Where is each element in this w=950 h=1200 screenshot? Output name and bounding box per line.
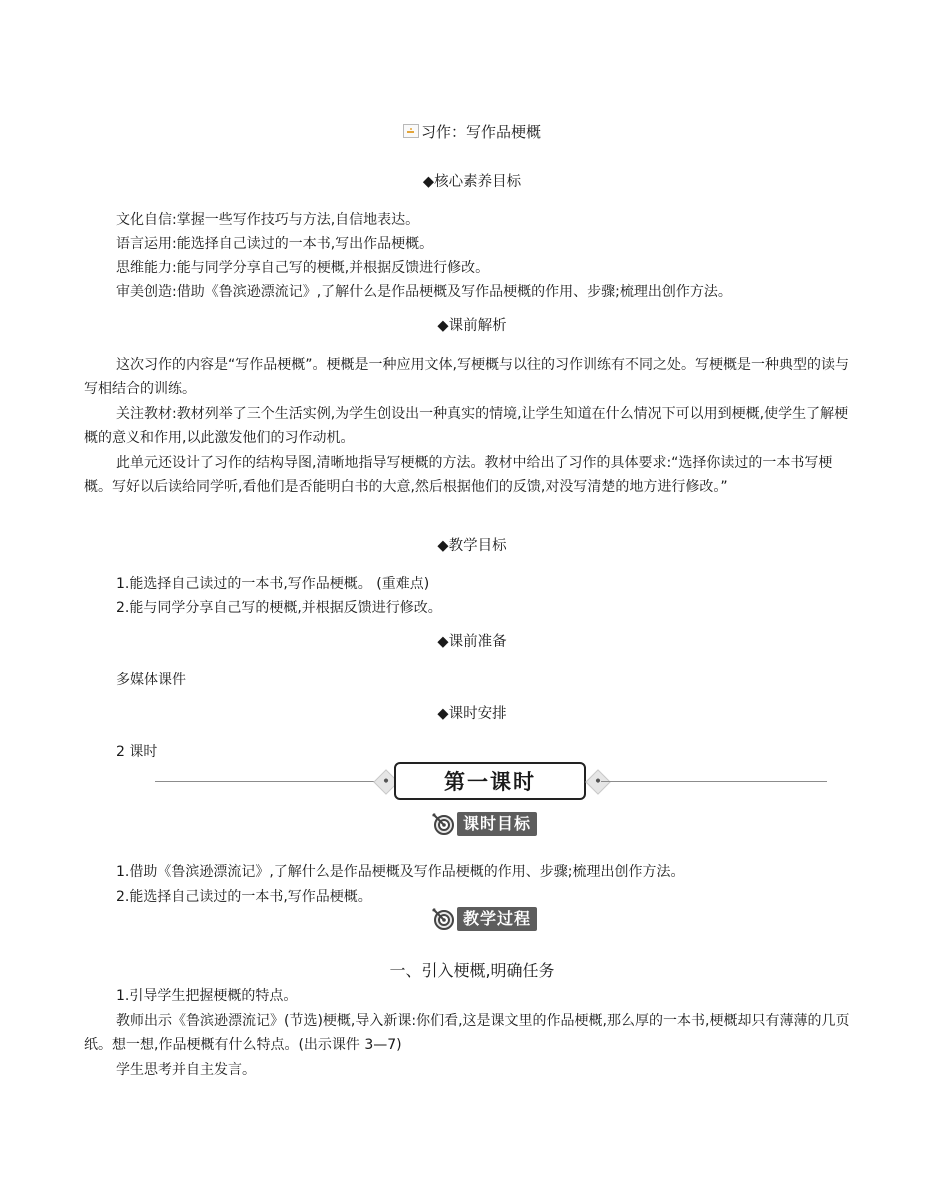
- target-icon: [431, 907, 455, 931]
- core-goal-item: 文化自信:掌握一些写作技巧与方法,自信地表达。: [116, 212, 420, 228]
- analysis-paragraph: 这次习作的内容是“写作品梗概”。梗概是一种应用文体,写梗概与以往的习作训练有不同之处。写梗概是一种典型的读与写相结合的训练。: [84, 357, 849, 397]
- doc-title: 习作：写作品梗概: [420, 123, 541, 141]
- teaching-process-badge: [431, 906, 537, 932]
- lesson-goal-item: 1.借助《鲁滨逊漂流记》,了解什么是作品梗概及写作品梗概的作用、步骤;梳理出创作方法。: [116, 864, 685, 880]
- target-icon: [431, 812, 455, 836]
- teaching-process-badge-label: 教学过程: [457, 907, 537, 931]
- divider-knob-right: [585, 769, 610, 794]
- core-goal-item: 思维能力:能与同学分享自己写的梗概,并根据反馈进行修改。: [116, 260, 490, 276]
- teaching-goal-item: 1.能选择自己读过的一本书,写作品梗概。 (重难点): [116, 576, 430, 592]
- schedule-text: 2 课时: [116, 744, 158, 760]
- preparation-heading: ◆课前准备: [437, 634, 507, 650]
- lesson-goal-item: 2.能选择自己读过的一本书,写作品梗概。: [116, 889, 372, 905]
- section-heading: 一、引入梗概,明确任务: [389, 961, 555, 980]
- section-student-note: 学生思考并自主发言。: [116, 1062, 256, 1078]
- core-goals-heading: ◆核心素养目标: [422, 174, 522, 190]
- doc-title-row: [84, 120, 860, 144]
- analysis-paragraph: 此单元还设计了习作的结构导图,清晰地指导写梗概的方法。教材中给出了习作的具体要求:“选择你读过的一本书写梗概。写好以后读给同学听,看他们是否能明白书的大意,然后根据他们的反馈,对没写清楚的地方进行修改。”: [84, 455, 833, 495]
- image-placeholder-icon: [403, 124, 419, 138]
- divider-rule-left: [155, 781, 383, 782]
- lesson-banner-title: 第一课时: [394, 762, 586, 800]
- section-paragraph: 教师出示《鲁滨逊漂流记》(节选)梗概,导入新课:你们看,这是课文里的作品梗概,那么厚的一本书,梗概却只有薄薄的几页纸。想一想,作品梗概有什么特点。(出示课件 3—7): [84, 1013, 850, 1053]
- lesson-goals-badge: [431, 811, 537, 837]
- analysis-paragraph: 关注教材:教材列举了三个生活实例,为学生创设出一种真实的情境,让学生知道在什么情况下可以用到梗概,使学生了解梗概的意义和作用,以此激发他们的习作动机。: [84, 406, 849, 446]
- schedule-heading: ◆课时安排: [437, 706, 507, 722]
- section-item: 1.引导学生把握梗概的特点。: [116, 988, 298, 1004]
- divider-rule-right: [601, 781, 827, 782]
- core-goal-item: 审美创造:借助《鲁滨逊漂流记》,了解什么是作品梗概及写作品梗概的作用、步骤;梳理出创作方法。: [116, 284, 732, 300]
- analysis-heading: ◆课前解析: [437, 318, 507, 334]
- preparation-text: 多媒体课件: [116, 672, 186, 688]
- lesson-divider: [155, 762, 827, 802]
- teaching-goal-item: 2.能与同学分享自己写的梗概,并根据反馈进行修改。: [116, 600, 442, 616]
- core-goal-item: 语言运用:能选择自己读过的一本书,写出作品梗概。: [116, 236, 434, 252]
- lesson-goals-badge-label: 课时目标: [457, 812, 537, 836]
- teaching-goals-heading: ◆教学目标: [437, 538, 507, 554]
